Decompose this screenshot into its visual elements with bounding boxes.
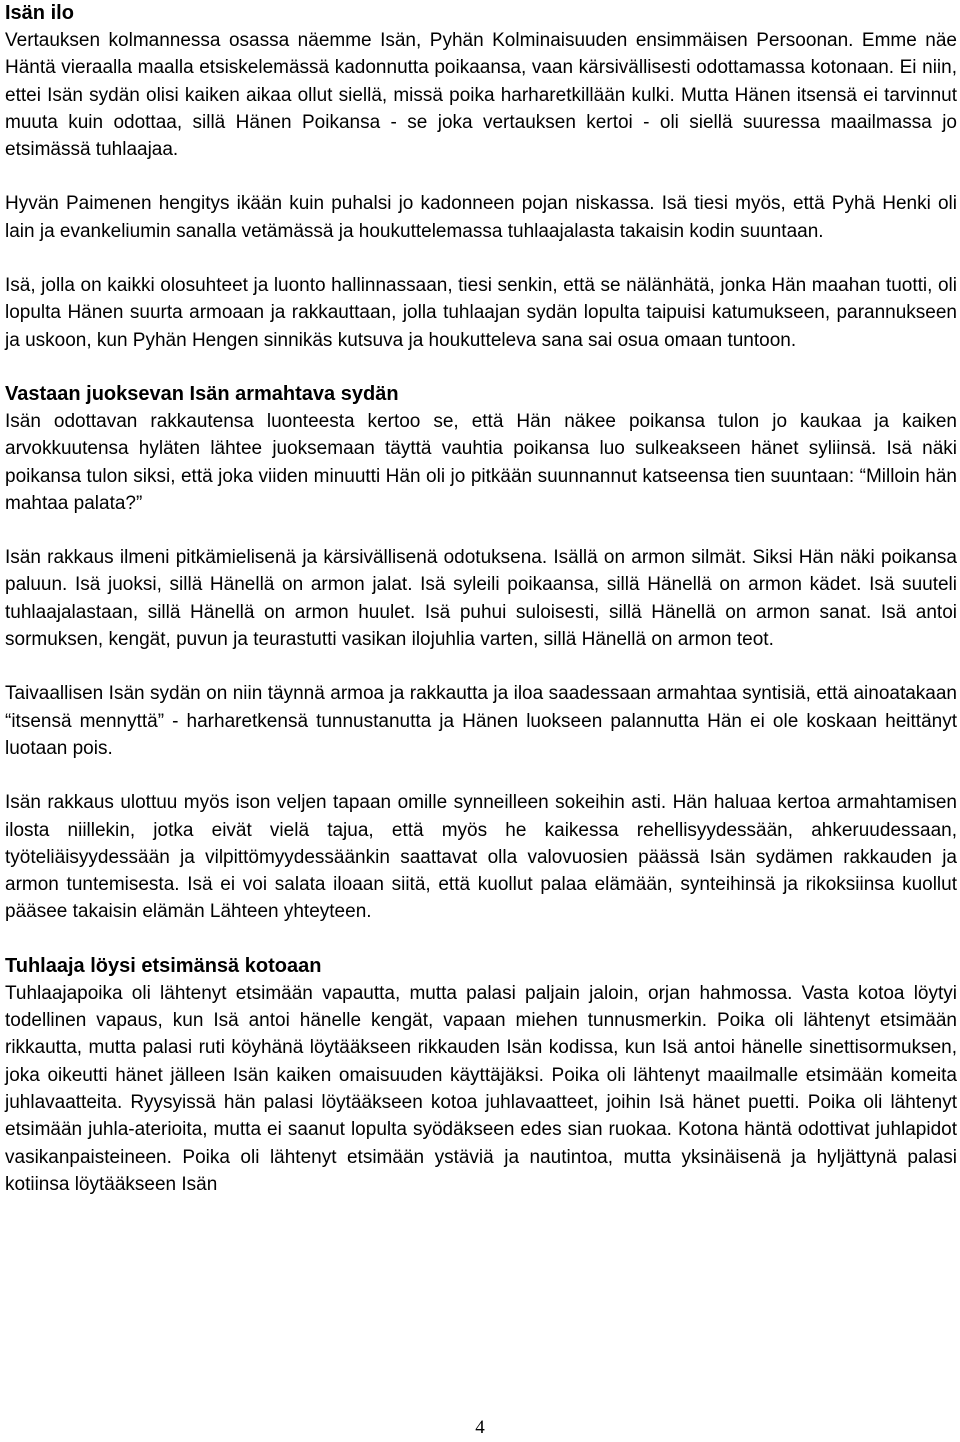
paragraph: Isä, jolla on kaikki olosuhteet ja luonto hallinnassaan, tiesi senkin, että se nälänhätä, jonka Hän maahan tuotti, oli lopulta Hänen suurta armoaan ja rakkauttaan, jolla tuhlaajan sydän lopulta taipuisi katumukseen, parannukseen ja uskoon, kun Pyhän Hengen sinnikäs kutsuva ja houkutteleva sana sai osua omaan tuntoon. (5, 275, 957, 351)
paragraph: Hyvän Paimenen hengitys ikään kuin puhalsi jo kadonneen pojan niskassa. Isä tiesi myös, että Pyhä Henki oli lain ja evankeliumin sanalla vetämässä ja houkuttelemassa tuhlaajalasta takaisin kodin suuntaan. (5, 193, 957, 242)
section-heading-armahtava-sydan: Vastaan juoksevan Isän armahtava sydän (5, 382, 399, 405)
paragraph: Tuhlaajapoika oli lähtenyt etsimään vapautta, mutta palasi paljain jaloin, orjan hahmossa. Vasta kotoa löytyi todellinen vapaus, kun Isä antoi hänelle kengät, vapaan miehen tunnusmerkin. Poika oli lähtenyt etsimään rikkautta, mutta palasi ruti köyhänä löytääkseen rikkauden Isän kodissa, kun Isä antoi hänelle sinettisormuksen, joka oikeutti hänet jälleen Isän kaiken omaisuuden käyttäjäksi. Poika oli lähtenyt maailmalle etsimään komeita juhlavaatteita. Ryysyissä hän palasi löytääkseen kotoa juhlavaatteet, joihin Isä hänet puetti. Poika oli lähtenyt etsimään juhla-aterioita, mutta ei saanut lopulta syödäkseen edes sian ruokaa. Kotona häntä odottivat juhlapidot vasikanpaisteineen. Poika oli lähtenyt etsimään ystäviä ja nautintoa, mutta yksinäisenä ja hyljättynä palasi kotiinsa löytääkseen Isän (5, 982, 957, 1195)
paragraph-spacer (5, 354, 957, 381)
paragraph-spacer (5, 245, 957, 272)
paragraph-spacer (5, 653, 957, 680)
paragraph: Isän rakkaus ilmeni pitkämielisenä ja kärsivällisenä odotuksena. Isällä on armon silmät. Siksi Hän näki poikansa paluun. Isä juoksi, sillä Hänellä on armon jalat. Isä syleili poikaansa, sillä Hänellä on armon kädet. Isä suuteli tuhlaajalastaan, sillä Hänellä on armon huulet. Isä puhui suloisesti, sillä Hänellä on armon sanat. Isä antoi sormuksen, kengät, puvun ja teurastutti vasikan ilojuhlia varten, sillä Hänellä on armon teot. (5, 547, 957, 651)
paragraph: Vertauksen kolmannessa osassa näemme Isän, Pyhän Kolminaisuuden ensimmäisen Persoonan. Emme näe Häntä vieraalla maalla etsiskelemässä kadonnutta poikaansa, vaan kärsivällisesti odottamassa kotonaan. Ei niin, ettei Isän sydän olisi kaiken aikaa ollut siellä, missä poika harharetkillään kulki. Mutta Hänen itsensä ei tarvinnut muuta kuin odottaa, sillä Hänen Poikansa - se joka vertauksen kertoi - oli siellä suuressa maailmassa jo etsimässä tuhlaajaa. (5, 30, 957, 161)
section-heading-tuhlaaja: Tuhlaaja löysi etsimänsä kotoaan (5, 954, 322, 977)
paragraph-spacer (5, 163, 957, 190)
paragraph: Isän odottavan rakkautensa luonteesta kertoo se, että Hän näkee poikansa tulon jo kaukaa ja kaiken arvokkuutensa hyläten lähtee juoksemaan täyttä vauhtia poikansa luo sulkeakseen hänet syliinsä. Isä näki poikansa tulon siksi, että joka viiden minuutti Hän oli jo pitkään suunnannut katseensa tien suuntaan: “Milloin hän mahtaa palata?” (5, 410, 957, 514)
page-number: 4 (475, 1417, 485, 1438)
paragraph: Isän rakkaus ulottuu myös ison veljen tapaan omille synneilleen sokeihin asti. Hän haluaa kertoa armahtamisen ilosta niillekin, jotka eivät vielä tajua, että myös he kaikessa rehellisyydessään, ahkeruudessaan, työteliäisyydessään ja vilpittömyydessäänkin saattavat olla valovuosien päässä Isän sydämen rakkauden ja armon tuntemisesta. Isä ei voi salata iloaan siitä, että kuollut palaa elämään, synteihinsä ja rikoksiinsa kuollut pääsee takaisin elämän Lähteen yhteyteen. (5, 792, 957, 923)
paragraph-spacer (5, 762, 957, 789)
paragraph-spacer (5, 517, 957, 544)
paragraph-spacer (5, 926, 957, 953)
paragraph: Taivaallisen Isän sydän on niin täynnä armoa ja rakkautta ja iloa saadessaan armahtaa syntisiä, että ainoatakaan “itsensä mennyttä” - harharetkensä tunnustanutta ja Hänen luokseen palannutta Hän ei ole koskaan heittänyt luotaan pois. (5, 683, 957, 759)
section-heading-isan-ilo: Isän ilo (5, 2, 74, 24)
document-page (5, 0, 957, 1198)
